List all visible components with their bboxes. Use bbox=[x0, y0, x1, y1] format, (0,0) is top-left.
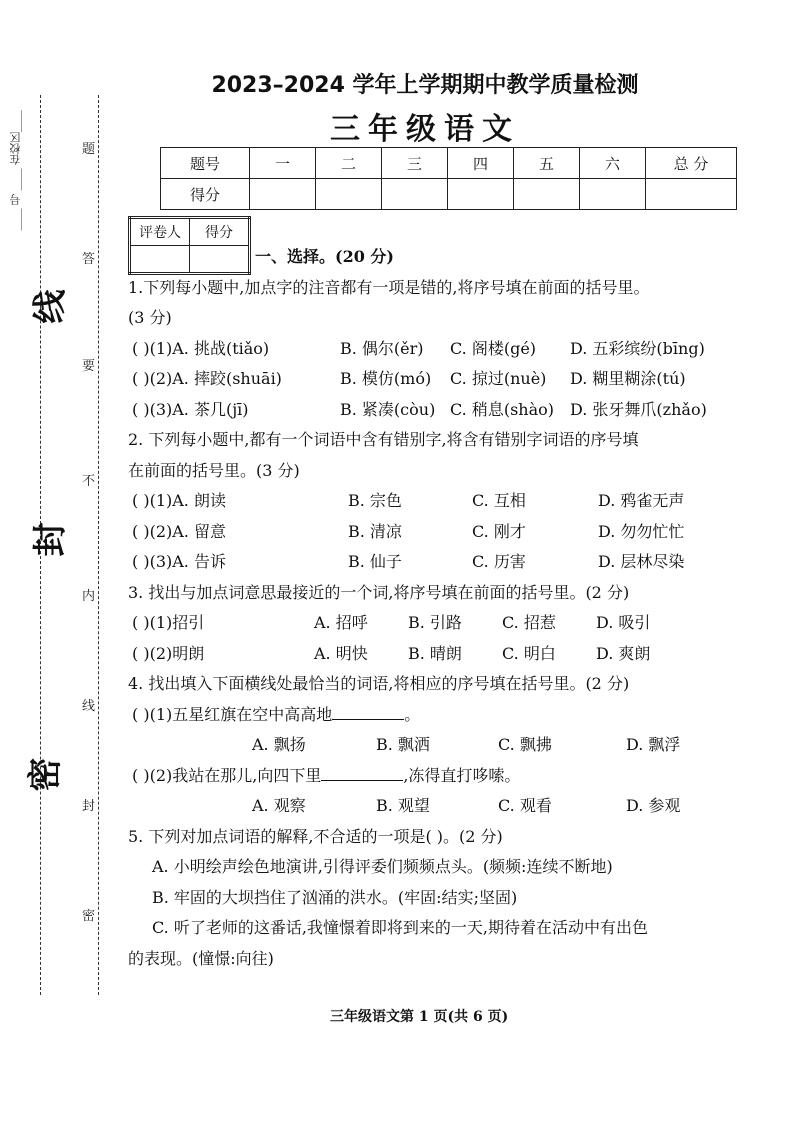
score-input-cell[interactable] bbox=[448, 179, 514, 210]
q3-row2-opt-d: D. 爽朗 bbox=[596, 643, 651, 663]
q3-row1-opt-b: B. 引路 bbox=[408, 613, 462, 632]
q4-s2-opt-c: C. 观看 bbox=[498, 796, 552, 815]
q4-s2-end: ,冻得直打哆嗦。 bbox=[403, 765, 521, 785]
q3-row2-opt-c: C. 明白 bbox=[502, 643, 556, 663]
binding-margin bbox=[0, 0, 125, 1123]
section-title: 一、选择。(20 分) bbox=[255, 247, 394, 266]
binding-word-yao: 要 bbox=[82, 359, 96, 374]
q2-row1-opt-b: B. 宗色 bbox=[348, 491, 402, 510]
q4-s1-opt-b: B. 飘洒 bbox=[376, 735, 430, 754]
q3-row1-opt-a: A. 招呼 bbox=[314, 613, 368, 632]
q2-row1-opt-d: D. 鸦雀无声 bbox=[598, 491, 685, 510]
q2-row-3[interactable] bbox=[128, 547, 750, 578]
q2-row2-opt-c: C. 刚才 bbox=[472, 521, 526, 541]
score-input-cell[interactable] bbox=[316, 179, 382, 210]
q5-option-b[interactable]: B. 牢固的大坝挡住了汹涌的洪水。(牢固:结实;坚固) bbox=[152, 887, 518, 907]
q1-row2-opt-c: C. 掠过(nuè) bbox=[450, 369, 547, 388]
q4-s1-options[interactable] bbox=[128, 730, 750, 761]
binding-word-mi: 密 bbox=[82, 909, 96, 924]
binding-fill-in-text: ____ 号 ____ 在校区____ bbox=[9, 110, 22, 231]
q4-s1-opt-a: A. 飘扬 bbox=[252, 735, 306, 754]
q3-row-1[interactable] bbox=[128, 608, 750, 639]
score-header-cell: 总 分 bbox=[646, 148, 737, 179]
q4-sentence-1[interactable] bbox=[128, 700, 750, 731]
q2-row3-opt-a: ( )(3)A. 告诉 bbox=[132, 552, 226, 571]
q2-row3-opt-c: C. 历害 bbox=[472, 552, 526, 571]
q3-row1-word: ( )(1)招引 bbox=[132, 613, 205, 632]
binding-big-feng: 封 bbox=[30, 522, 71, 557]
q2-row1-opt-c: C. 互相 bbox=[472, 491, 526, 510]
q2-row3-opt-b: B. 仙子 bbox=[348, 552, 402, 571]
binding-line-inner bbox=[98, 95, 99, 995]
q3-row2-word: ( )(2)明朗 bbox=[132, 643, 205, 663]
q2-row-1[interactable] bbox=[128, 486, 750, 517]
q4-s2-opt-d: D. 参观 bbox=[626, 796, 681, 815]
q4-s2-blank[interactable] bbox=[321, 766, 403, 781]
binding-word-da: 答 bbox=[82, 252, 96, 267]
q1-row1-opt-a: ( )(1)A. 挑战(tiǎo) bbox=[132, 338, 270, 358]
q4-s1-opt-d: D. 飘浮 bbox=[626, 735, 681, 754]
q5-option-c-cont: 的表现。(憧憬:向往) bbox=[128, 948, 274, 968]
q2-stem: 2. 下列每小题中,都有一个词语中含有错别字,将含有错别字词语的序号填 bbox=[128, 430, 639, 449]
q1-row1-opt-d: D. 五彩缤纷(bīng) bbox=[570, 338, 705, 358]
q1-row3-opt-c: C. 稍息(shào) bbox=[450, 399, 555, 419]
page-footer: 三年级语文第 1 页(共 6 页) bbox=[330, 1009, 509, 1025]
q4-s2-text: ( )(2)我站在那儿,向四下里 bbox=[132, 765, 322, 785]
q4-s2-opt-a: A. 观察 bbox=[252, 796, 306, 815]
q1-row2-opt-a: ( )(2)A. 摔跤(shuāi) bbox=[132, 369, 282, 388]
score-header-cell: 一 bbox=[250, 148, 316, 179]
q1-row1-opt-c: C. 阁楼(gé) bbox=[450, 338, 537, 358]
grader-label: 评卷人 bbox=[130, 218, 190, 246]
q2-row2-opt-b: B. 清凉 bbox=[348, 521, 402, 541]
q1-row3-opt-b: B. 紧凑(còu) bbox=[340, 399, 436, 419]
exam-subtitle: 三年级语文 bbox=[330, 112, 520, 147]
q4-s1-end: 。 bbox=[404, 704, 421, 724]
q3-stem: 3. 找出与加点词意思最接近的一个词,将序号填在前面的括号里。(2 分) bbox=[128, 582, 630, 602]
q1-row3-opt-a: ( )(3)A. 茶几(jī) bbox=[132, 399, 249, 419]
score-table bbox=[160, 147, 737, 210]
q1-stem-cont: (3 分) bbox=[128, 308, 172, 327]
score-input-cell[interactable] bbox=[580, 179, 646, 210]
grader-score-label: 得分 bbox=[190, 218, 250, 246]
q4-s1-blank[interactable] bbox=[332, 705, 404, 720]
q3-row2-opt-b: B. 晴朗 bbox=[408, 643, 462, 663]
q1-row1-opt-b: B. 偶尔(ěr) bbox=[340, 338, 424, 358]
score-input-cell[interactable] bbox=[646, 179, 737, 210]
q4-s1-opt-c: C. 飘拂 bbox=[498, 735, 552, 754]
q1-row2-opt-d: D. 糊里糊涂(tú) bbox=[570, 369, 686, 388]
q2-row-2[interactable] bbox=[128, 517, 750, 548]
score-input-cell[interactable] bbox=[382, 179, 448, 210]
q4-s1-text: ( )(1)五星红旗在空中高高地 bbox=[132, 704, 333, 724]
binding-word-nei: 内 bbox=[82, 589, 96, 604]
q5-stem: 5. 下列对加点词语的解释,不合适的一项是( )。(2 分) bbox=[128, 826, 503, 846]
q1-stem: 1.下列每小题中,加点字的注音都有一项是错的,将序号填在前面的括号里。 bbox=[128, 277, 650, 297]
q1-row3-opt-d: D. 张牙舞爪(zhǎo) bbox=[570, 399, 707, 419]
q1-row-2[interactable] bbox=[128, 364, 750, 395]
q1-row-1[interactable] bbox=[128, 334, 750, 365]
score-input-cell[interactable] bbox=[250, 179, 316, 210]
score-header-cell: 六 bbox=[580, 148, 646, 179]
score-header-cell: 四 bbox=[448, 148, 514, 179]
q2-row2-opt-d: D. 勿勿忙忙 bbox=[598, 521, 685, 541]
binding-word-feng: 封 bbox=[82, 799, 96, 814]
q4-s2-opt-b: B. 观望 bbox=[376, 796, 430, 815]
binding-word-bu: 不 bbox=[82, 474, 96, 489]
score-input-cell[interactable] bbox=[514, 179, 580, 210]
q3-row1-opt-d: D. 吸引 bbox=[596, 613, 651, 632]
score-header-cell: 题号 bbox=[161, 148, 250, 179]
q3-row-2[interactable] bbox=[128, 639, 750, 670]
binding-word-xian: 线 bbox=[82, 699, 96, 714]
q2-row1-opt-a: ( )(1)A. 朗读 bbox=[132, 491, 226, 510]
q2-row3-opt-d: D. 层林尽染 bbox=[598, 552, 685, 571]
q4-sentence-2[interactable] bbox=[128, 761, 750, 792]
binding-big-xian: 线 bbox=[30, 289, 71, 324]
score-header-cell: 五 bbox=[514, 148, 580, 179]
q2-row2-opt-a: ( )(2)A. 留意 bbox=[132, 521, 226, 541]
binding-big-mi: 密 bbox=[25, 757, 66, 792]
q3-row2-opt-a: A. 明快 bbox=[314, 643, 368, 663]
q1-row2-opt-b: B. 模仿(mó) bbox=[340, 369, 432, 388]
binding-word-ti: 题 bbox=[82, 142, 96, 157]
score-row-label: 得分 bbox=[161, 179, 250, 210]
exam-title: 2023–2024 学年上学期期中教学质量检测 bbox=[211, 73, 639, 98]
q4-s2-options[interactable] bbox=[128, 791, 750, 822]
score-header-cell: 二 bbox=[316, 148, 382, 179]
q3-row1-opt-c: C. 招惹 bbox=[502, 613, 556, 632]
q5-option-c[interactable]: C. 听了老师的这番话,我憧憬着即将到来的一天,期待着在活动中有出色 bbox=[152, 918, 649, 937]
q5-option-a[interactable]: A. 小明绘声绘色地演讲,引得评委们频频点头。(频频:连续不断地) bbox=[152, 857, 613, 876]
q2-stem-cont: 在前面的括号里。(3 分) bbox=[128, 460, 300, 480]
question-content bbox=[128, 242, 750, 974]
score-header-cell: 三 bbox=[382, 148, 448, 179]
q1-row-3[interactable] bbox=[128, 395, 750, 426]
q4-stem: 4. 找出填入下面横线处最恰当的词语,将相应的序号填在括号里。(2 分) bbox=[128, 674, 630, 693]
